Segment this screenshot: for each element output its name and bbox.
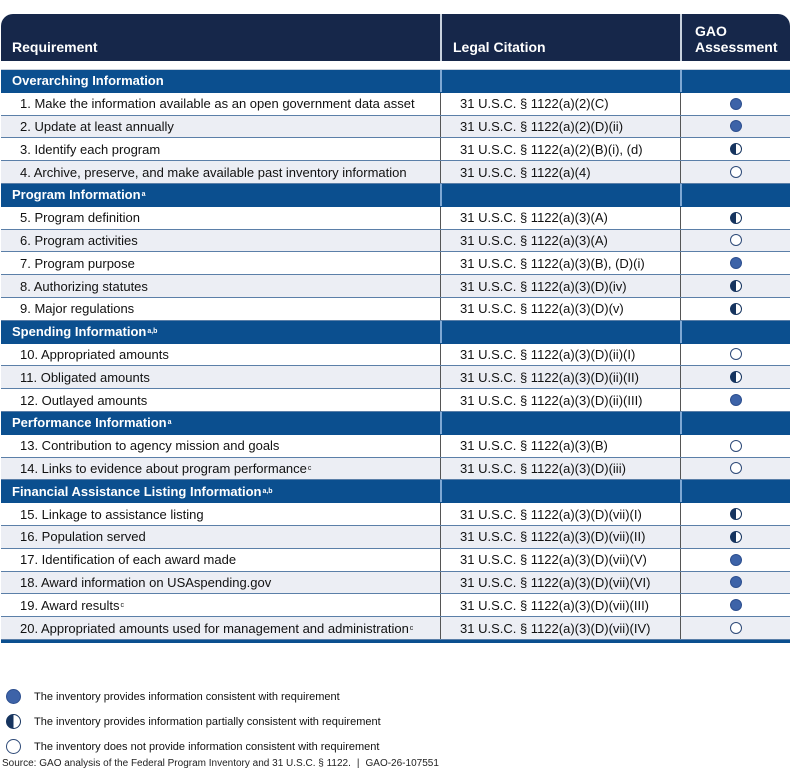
- requirement-text: 1. Make the information available as an open government data asset: [20, 96, 415, 112]
- legal-citation: 31 U.S.C. § 1122(a)(3)(D)(vii)(I): [440, 503, 680, 525]
- legal-citation: 31 U.S.C. § 1122(a)(3)(B), (D)(i): [440, 252, 680, 274]
- legal-citation: 31 U.S.C. § 1122(a)(3)(D)(vii)(IV): [440, 617, 680, 639]
- legal-citation: 31 U.S.C. § 1122(a)(4): [440, 161, 680, 183]
- assessment-cell: [680, 116, 790, 138]
- half-circle-icon: [6, 714, 21, 729]
- section-title: Spending Information: [12, 324, 147, 340]
- legal-citation: 31 U.S.C. § 1122(a)(3)(D)(ii)(III): [440, 389, 680, 411]
- assessment-cell: [680, 275, 790, 297]
- legal-citation: 31 U.S.C. § 1122(a)(3)(D)(iv): [440, 275, 680, 297]
- empty-circle-icon: [730, 166, 742, 178]
- assessment-cell: [680, 207, 790, 229]
- half-circle-icon: [730, 531, 742, 543]
- full-circle-icon: [730, 394, 742, 406]
- requirement-text: 4. Archive, preserve, and make available past inventory information: [20, 164, 407, 180]
- assessment-cell: [680, 594, 790, 616]
- requirement-text: 3. Identify each program: [20, 141, 161, 157]
- requirement-text: 7. Program purpose: [20, 255, 135, 271]
- section-title: Performance Information: [12, 415, 167, 431]
- table-row: [1, 275, 790, 298]
- full-circle-icon: [730, 554, 742, 566]
- table-row: [1, 389, 790, 412]
- table-row: [1, 161, 790, 184]
- legend-item: [6, 709, 381, 734]
- table-row: [1, 617, 790, 640]
- full-circle-icon: [730, 599, 742, 611]
- table-row: [1, 252, 790, 275]
- assessment-cell: [680, 252, 790, 274]
- table-row: [1, 230, 790, 253]
- table-row: [1, 572, 790, 595]
- legend-label: The inventory provides information consistent with requirement: [34, 690, 340, 703]
- legend-item: [6, 684, 381, 709]
- table-header: [1, 14, 790, 61]
- requirement-text: 10. Appropriated amounts: [20, 346, 169, 362]
- source-text: Source: GAO analysis of the Federal Program Inventory and 31 U.S.C. § 1122.: [2, 758, 351, 769]
- empty-circle-icon: [6, 739, 21, 754]
- assessment-cell: [680, 503, 790, 525]
- assessment-cell: [680, 617, 790, 639]
- full-circle-icon: [730, 257, 742, 269]
- assessment-cell: [680, 344, 790, 366]
- legal-citation: 31 U.S.C. § 1122(a)(3)(A): [440, 230, 680, 252]
- requirement-text: 8. Authorizing statutes: [20, 278, 148, 294]
- section-header: [1, 412, 790, 435]
- requirement-text: 18. Award information on USAspending.gov: [20, 574, 272, 590]
- requirement-text: 15. Linkage to assistance listing: [20, 506, 204, 522]
- empty-circle-icon: [730, 462, 742, 474]
- legal-citation: 31 U.S.C. § 1122(a)(3)(D)(vii)(V): [440, 549, 680, 571]
- footnote-marker: a: [167, 419, 172, 427]
- requirement-text: 2. Update at least annually: [20, 118, 174, 134]
- assessment-cell: [680, 389, 790, 411]
- assessment-cell: [680, 435, 790, 457]
- table-row: [1, 344, 790, 367]
- footnote-marker: c: [120, 601, 124, 609]
- requirement-text: 12. Outlayed amounts: [20, 392, 148, 408]
- header-gap: [1, 61, 790, 70]
- assessment-cell: [680, 298, 790, 320]
- section-header: [1, 480, 790, 503]
- empty-circle-icon: [730, 234, 742, 246]
- legal-citation: 31 U.S.C. § 1122(a)(3)(D)(vii)(III): [440, 594, 680, 616]
- header-requirement: Requirement: [12, 39, 98, 55]
- table-body: [1, 70, 790, 640]
- section-header: [1, 321, 790, 344]
- legal-citation: 31 U.S.C. § 1122(a)(3)(B): [440, 435, 680, 457]
- requirement-text: 19. Award results: [20, 597, 120, 613]
- table-row: [1, 594, 790, 617]
- assessment-cell: [680, 572, 790, 594]
- assessment-cell: [680, 93, 790, 115]
- half-circle-icon: [730, 508, 742, 520]
- requirement-text: 11. Obligated amounts: [20, 369, 150, 385]
- footnote-marker: a: [141, 191, 146, 199]
- full-circle-icon: [6, 689, 21, 704]
- requirements-table: [1, 14, 790, 643]
- table-row: [1, 435, 790, 458]
- table-bottom-border: [1, 640, 790, 643]
- empty-circle-icon: [730, 348, 742, 360]
- legal-citation: 31 U.S.C. § 1122(a)(3)(D)(ii)(II): [440, 366, 680, 388]
- requirement-text: 13. Contribution to agency mission and goals: [20, 438, 280, 454]
- legal-citation: 31 U.S.C. § 1122(a)(3)(D)(iii): [440, 458, 680, 480]
- legend-label: The inventory provides information partially consistent with requirement: [34, 715, 381, 728]
- legend: [6, 684, 381, 759]
- section-title: Program Information: [12, 187, 141, 203]
- table-row: [1, 116, 790, 139]
- table-row: [1, 138, 790, 161]
- legal-citation: 31 U.S.C. § 1122(a)(3)(A): [440, 207, 680, 229]
- report-id: GAO-26-107551: [365, 758, 439, 769]
- footnote-marker: a,b: [147, 328, 158, 336]
- source-separator: |: [356, 758, 360, 769]
- half-circle-icon: [730, 143, 742, 155]
- table-row: [1, 526, 790, 549]
- assessment-cell: [680, 138, 790, 160]
- header-legal-citation: Legal Citation: [440, 14, 680, 61]
- half-circle-icon: [730, 371, 742, 383]
- requirement-text: 14. Links to evidence about program performance: [20, 460, 307, 476]
- legend-item: [6, 734, 381, 759]
- legal-citation: 31 U.S.C. § 1122(a)(3)(D)(ii)(I): [440, 344, 680, 366]
- requirement-text: 5. Program definition: [20, 210, 140, 226]
- assessment-cell: [680, 526, 790, 548]
- full-circle-icon: [730, 120, 742, 132]
- legal-citation: 31 U.S.C. § 1122(a)(2)(D)(ii): [440, 116, 680, 138]
- table-row: [1, 458, 790, 481]
- legal-citation: 31 U.S.C. § 1122(a)(3)(D)(vii)(II): [440, 526, 680, 548]
- table-row: [1, 93, 790, 116]
- empty-circle-icon: [730, 622, 742, 634]
- legend-label: The inventory does not provide information consistent with requirement: [34, 740, 380, 753]
- requirement-text: 17. Identification of each award made: [20, 552, 237, 568]
- legal-citation: 31 U.S.C. § 1122(a)(2)(C): [440, 93, 680, 115]
- assessment-cell: [680, 458, 790, 480]
- assessment-cell: [680, 549, 790, 571]
- requirement-text: 9. Major regulations: [20, 301, 135, 317]
- footnote-marker: a,b: [262, 487, 273, 495]
- table-row: [1, 503, 790, 526]
- header-gao-assessment: GAO Assessment: [680, 14, 790, 61]
- requirement-text: 6. Program activities: [20, 232, 138, 248]
- legal-citation: 31 U.S.C. § 1122(a)(3)(D)(v): [440, 298, 680, 320]
- table-row: [1, 298, 790, 321]
- requirement-text: 16. Population served: [20, 529, 146, 545]
- section-title: Overarching Information: [12, 73, 164, 89]
- half-circle-icon: [730, 280, 742, 292]
- table-row: [1, 549, 790, 572]
- full-circle-icon: [730, 576, 742, 588]
- assessment-cell: [680, 230, 790, 252]
- empty-circle-icon: [730, 440, 742, 452]
- table-row: [1, 366, 790, 389]
- half-circle-icon: [730, 303, 742, 315]
- section-header: [1, 184, 790, 207]
- assessment-cell: [680, 366, 790, 388]
- section-header: [1, 70, 790, 93]
- source-note: [2, 758, 439, 769]
- assessment-cell: [680, 161, 790, 183]
- table-row: [1, 207, 790, 230]
- legal-citation: 31 U.S.C. § 1122(a)(3)(D)(vii)(VI): [440, 572, 680, 594]
- full-circle-icon: [730, 98, 742, 110]
- requirement-text: 20. Appropriated amounts used for management and administration: [20, 620, 409, 636]
- section-title: Financial Assistance Listing Information: [12, 483, 262, 499]
- half-circle-icon: [730, 212, 742, 224]
- footnote-marker: c: [409, 624, 414, 632]
- legal-citation: 31 U.S.C. § 1122(a)(2)(B)(i), (d): [440, 138, 680, 160]
- footnote-marker: c: [307, 464, 312, 472]
